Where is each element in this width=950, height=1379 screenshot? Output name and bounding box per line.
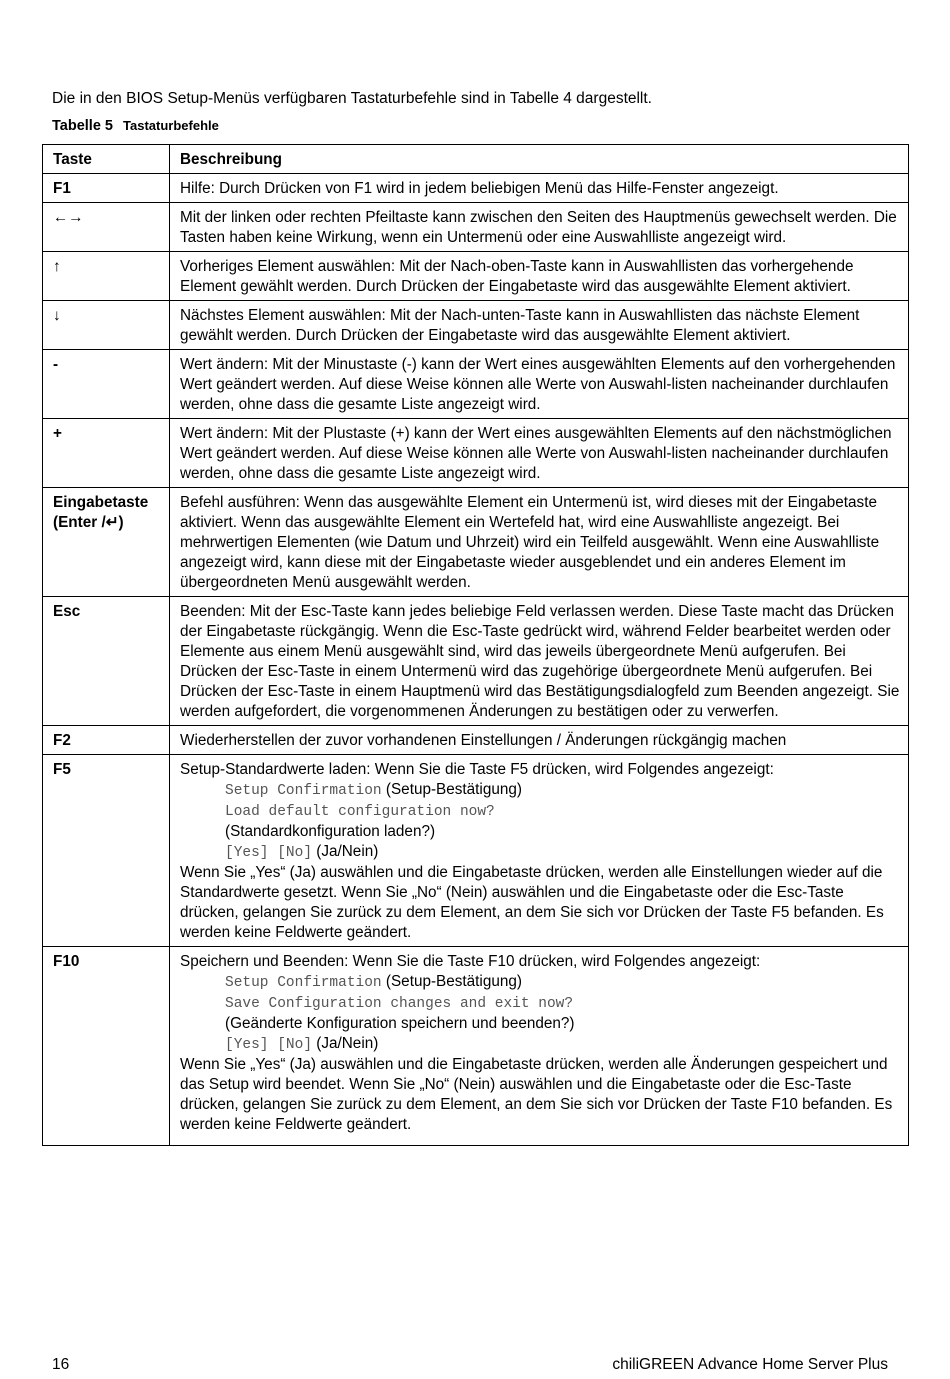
f10-line-2 [180, 993, 900, 1014]
key-cell: Esc [43, 597, 170, 726]
footer-product-name: chiliGREEN Advance Home Server Plus [612, 1356, 888, 1373]
f5-mono-2: Load default configuration now? [225, 804, 495, 820]
f10-line-3: (Geänderte Konfiguration speichern und beenden?) [225, 1015, 575, 1032]
f10-text-1: (Setup-Bestätigung) [381, 973, 522, 990]
f5-line-4 [180, 842, 900, 863]
table-row [43, 350, 909, 419]
caption-title: Tastaturbefehle [123, 118, 219, 133]
f10-mono-1: Setup Confirmation [225, 975, 382, 991]
description-cell: Wert ändern: Mit der Minustaste (-) kann der Wert eines ausgewählten Elements auf den vorhergehenden Wert geändert werden. Auf diese Weise können alle Werte von Auswahl-listen nacheinander durchlaufen werden, ohne dass die gesamte Liste angezeigt wird. [170, 350, 909, 419]
key-cell: ←→ [43, 203, 170, 252]
table-row [43, 488, 909, 597]
description-cell: Wiederherstellen der zuvor vorhandenen Einstellungen / Änderungen rückgängig machen [170, 726, 909, 755]
table-row [43, 252, 909, 301]
table-row [43, 726, 909, 755]
f10-mono-4: [Yes] [No] [225, 1037, 313, 1053]
key-cell: + [43, 419, 170, 488]
table-row-f5 [43, 755, 909, 947]
description-cell: Hilfe: Durch Drücken von F1 wird in jedem beliebigen Menü das Hilfe-Fenster angezeigt. [170, 174, 909, 203]
header-description: Beschreibung [170, 145, 909, 174]
description-cell: Beenden: Mit der Esc-Taste kann jedes beliebige Feld verlassen werden. Diese Taste macht das Drücken der Eingabetaste rückgängig. Wenn die Esc-Taste gedrückt wird, während Felder bearbeitet werden oder Elemente aus einem Menü ausgewählt sind, wird das jeweils übergeordnete Menü aufgerufen. Bei Drücken der Esc-Taste in einem Untermenü wird das zugehörige übergeordnete Menü aufgerufen. Bei Drücken der Esc-Taste in einem Hauptmenü wird das Bestätigungsdialogfeld zum Beenden angezeigt. Sie werden aufgefordert, die vorgenommenen Änderungen zu bestätigen oder zu verwerfen. [170, 597, 909, 726]
key-cell: F1 [43, 174, 170, 203]
key-cell: Eingabetaste (Enter /↵) [43, 488, 170, 597]
description-cell: Befehl ausführen: Wenn das ausgewählte Element ein Untermenü ist, wird dieses mit der Eingabetaste aktiviert. Wenn das ausgewählte Element ein Wertefeld hat, wird eine Auswahlliste angezeigt. Bei mehrwertigen Elementen (wie Datum und Uhrzeit) wird ein Teilfeld ausgewählt. Wenn eine Auswahlliste angezeigt wird, kann diese mit der Eingabetaste wieder ausgeblendet und ein anderes Element im übergeordneten Menü ausgewählt werden. [170, 488, 909, 597]
f10-line-4 [180, 1034, 900, 1055]
description-cell [170, 755, 909, 947]
f5-text-1: (Setup-Bestätigung) [381, 781, 522, 798]
f10-line-1 [180, 972, 900, 993]
f5-intro: Setup-Standardwerte laden: Wenn Sie die Taste F5 drücken, wird Folgendes angezeigt: [180, 761, 774, 778]
key-cell: F10 [43, 947, 170, 1146]
key-cell: ↑ [43, 252, 170, 301]
table-caption [52, 116, 219, 136]
f5-mono-4: [Yes] [No] [225, 845, 313, 861]
key-cell: - [43, 350, 170, 419]
table-row-f10 [43, 947, 909, 1146]
f5-mono-1: Setup Confirmation [225, 783, 382, 799]
f10-outro: Wenn Sie „Yes“ (Ja) auswählen und die Eingabetaste drücken, werden alle Änderungen gespeichert und das Setup wird beendet. Wenn Sie „No“ (Nein) auswählen und die Eingabetaste oder die Esc-Taste drücken, gelangen Sie zurück zu dem Element, an dem Sie sich vor Drücken der Taste F10 befanden. Es werden keine Feldwerte geändert. [180, 1056, 893, 1133]
key-cell: ↓ [43, 301, 170, 350]
table-row [43, 597, 909, 726]
header-key: Taste [43, 145, 170, 174]
f10-text-4: (Ja/Nein) [312, 1035, 379, 1052]
table-row [43, 301, 909, 350]
table-row [43, 203, 909, 252]
caption-label: Tabelle 5 [52, 118, 113, 134]
f5-line-1 [180, 780, 900, 801]
table-header-row [43, 145, 909, 174]
key-cell: F2 [43, 726, 170, 755]
f5-line-3: (Standardkonfiguration laden?) [225, 823, 436, 840]
page-number: 16 [52, 1356, 70, 1373]
table-row [43, 174, 909, 203]
description-cell: Wert ändern: Mit der Plustaste (+) kann der Wert eines ausgewählten Elements auf den nächstmöglichen Wert geändert werden. Auf diese Weise können alle Werte von Auswahl-listen nacheinander durchlaufen werden, ohne dass die gesamte Liste angezeigt wird. [170, 419, 909, 488]
table-row [43, 419, 909, 488]
f5-outro: Wenn Sie „Yes“ (Ja) auswählen und die Eingabetaste drücken, werden alle Einstellungen wieder auf die Standardwerte gesetzt. Wenn Sie „No“ (Nein) auswählen und die Eingabetaste oder die Esc-Taste drücken, gelangen Sie zurück zu dem Element, an dem Sie sich vor Drücken der Taste F5 befanden. Es werden keine Feldwerte geändert. [180, 864, 884, 941]
keyboard-commands-table [42, 144, 909, 1146]
description-cell: Vorheriges Element auswählen: Mit der Nach-oben-Taste kann in Auswahllisten das vorhergehende Element gewählt werden. Durch Drücken der Eingabetaste wird das ausgewählte Element aktiviert. [170, 252, 909, 301]
f10-mono-2: Save Configuration changes and exit now? [225, 996, 574, 1012]
description-cell [170, 947, 909, 1146]
intro-text: Die in den BIOS Setup-Menüs verfügbaren Tastaturbefehle sind in Tabelle 4 dargestellt. [52, 90, 652, 107]
description-cell: Mit der linken oder rechten Pfeiltaste kann zwischen den Seiten des Hauptmenüs gewechselt werden. Die Tasten haben keine Wirkung, wenn ein Untermenü oder eine Auswahlliste angezeigt wird. [170, 203, 909, 252]
description-cell: Nächstes Element auswählen: Mit der Nach-unten-Taste kann in Auswahllisten das nächste Element gewählt werden. Durch Drücken der Eingabetaste wird das ausgewählte Element aktiviert. [170, 301, 909, 350]
f10-intro: Speichern und Beenden: Wenn Sie die Taste F10 drücken, wird Folgendes angezeigt: [180, 953, 761, 970]
key-cell: F5 [43, 755, 170, 947]
f5-text-4: (Ja/Nein) [312, 843, 379, 860]
f5-line-2 [180, 801, 900, 822]
